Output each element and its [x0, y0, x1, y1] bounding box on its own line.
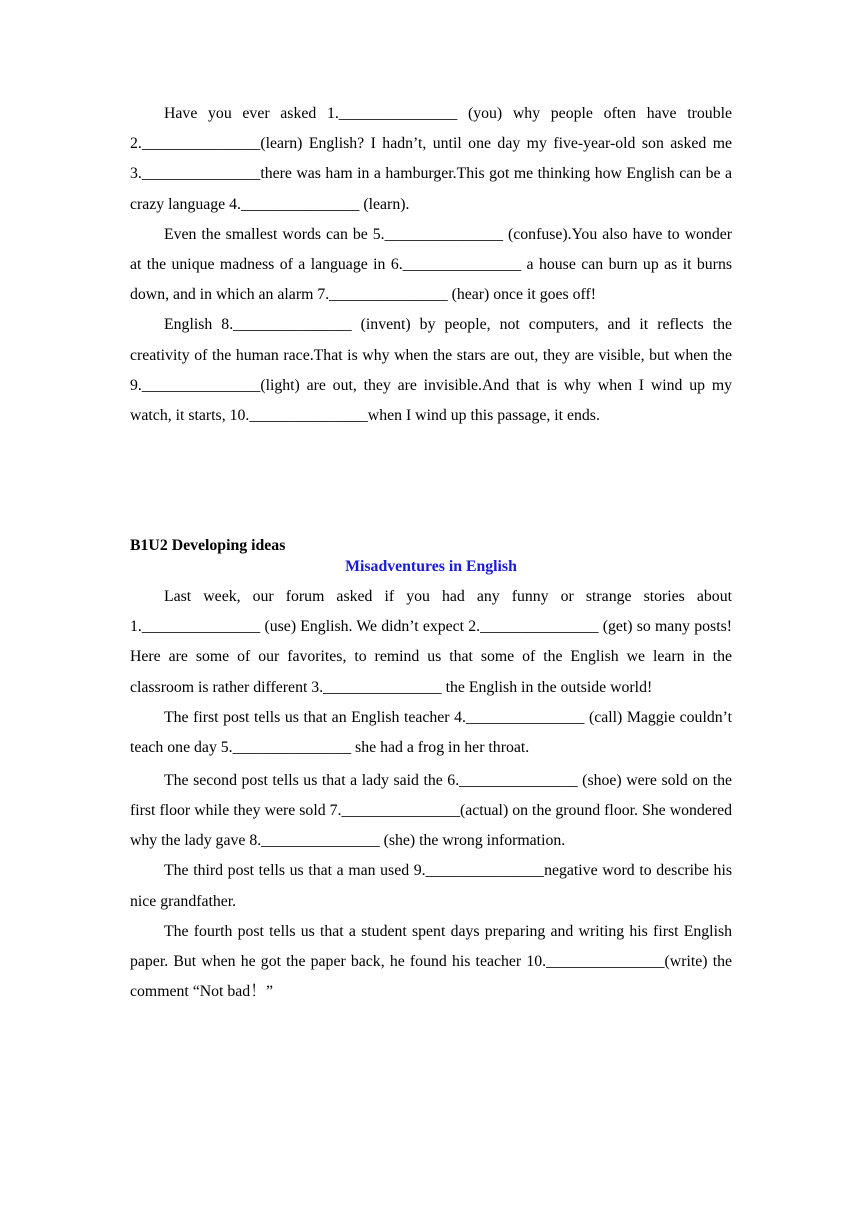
forum-paragraph-2: The first post tells us that an English teacher 4._______________ (call) Maggie couldn’t teach one day 5._______________ she had a frog in her throat.: [130, 708, 732, 757]
section2-text: [130, 582, 732, 1007]
forum-paragraph-4: The third post tells us that a man used 9._______________negative word to describe his nice grandfather.: [130, 862, 732, 910]
forum-paragraph-3: The second post tells us that a lady said the 6._______________ (shoe) were sold on the first floor while they were sold 7._______________(actual) on the ground floor. She wondered why the lady gave 8._______________ (she) the wrong information.: [130, 771, 732, 850]
passage-paragraph-3: English 8._______________ (invent) by people, not computers, and it reflects the creativity of the human race.That is why when the stars are out, they are visible, but when the 9._______________(light) are out, they are invisible.And that is why when I wind up my watch, it starts, 10._______________when I wind up this passage, it ends.: [130, 316, 732, 425]
passage-title: Misadventures in English: [345, 558, 517, 575]
section1-text: [130, 99, 732, 431]
forum-paragraph-5: The fourth post tells us that a student spent days preparing and writing his first English paper. But when he got the paper back, he found his teacher 10._______________(write) the comment “Not bad！”: [130, 922, 732, 1001]
passage-paragraph-2: Even the smallest words can be 5._______________ (confuse).You also have to wonder at the unique madness of a language in 6._______________ a house can burn up as it burns down, and in which an alarm 7._______________ (hear) once it goes off!: [130, 225, 732, 304]
section-heading: B1U2 Developing ideas: [130, 537, 286, 554]
forum-paragraph-1: Last week, our forum asked if you had any funny or strange stories about 1._______________ (use) English. We didn’t expect 2._______________ (get) so many posts! Here are some of our favorites, to remind us that some of the English we learn in the classroom is rather different 3._______________ the English in the outside world!: [130, 588, 732, 696]
passage-paragraph-1: Have you ever asked 1._______________ (you) why people often have trouble 2._______________(learn) English? I hadn’t, until one day my five-year-old son asked me 3._______________there was ham in a hamburger.This got me thinking how English can be a crazy language 4._______________ (learn).: [130, 105, 732, 213]
